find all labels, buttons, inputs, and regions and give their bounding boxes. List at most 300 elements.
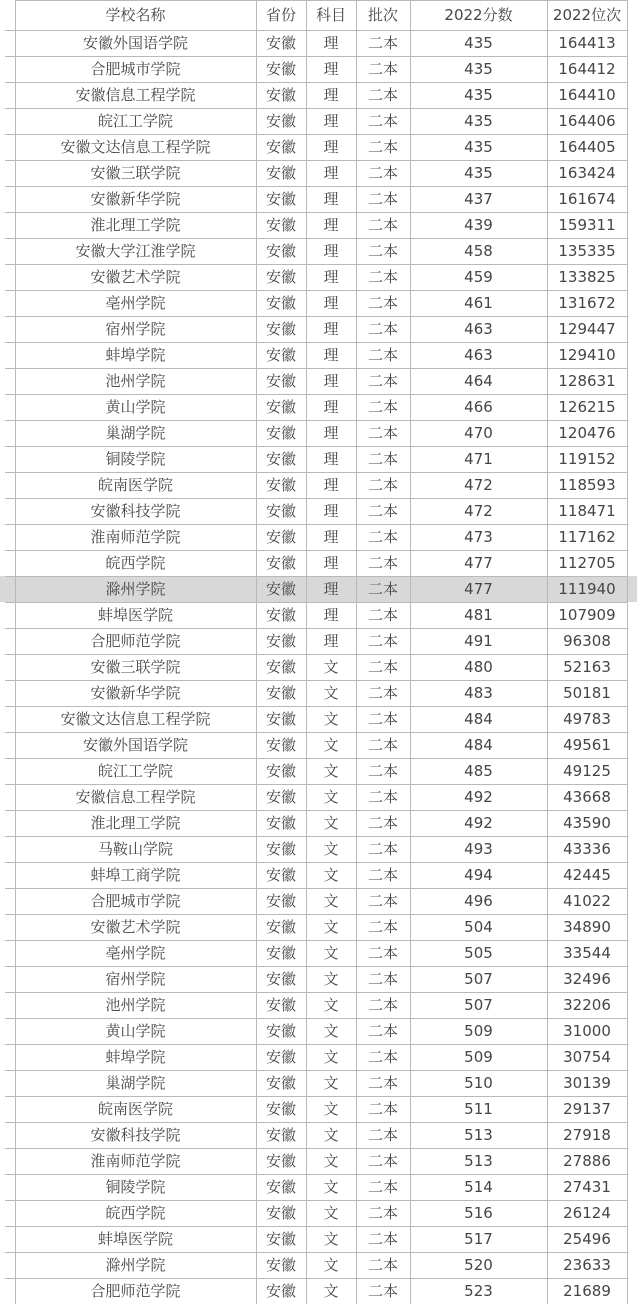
table-row[interactable] [5, 759, 627, 785]
cell-score-2022: 492 [410, 811, 547, 837]
cell-province: 安徽 [256, 681, 306, 707]
cell-score-2022: 470 [410, 421, 547, 447]
cell-batch: 二本 [356, 681, 410, 707]
cell-score-2022: 505 [410, 941, 547, 967]
table-row[interactable] [5, 551, 627, 577]
cell-score-2022: 504 [410, 915, 547, 941]
cell-batch: 二本 [356, 317, 410, 343]
cell-batch: 二本 [356, 499, 410, 525]
cell-batch: 二本 [356, 265, 410, 291]
cell-rank-2022: 119152 [547, 447, 627, 473]
cell-score-2022: 507 [410, 993, 547, 1019]
cell-province: 安徽 [256, 369, 306, 395]
cell-subject: 文 [306, 785, 356, 811]
cell-score-2022: 484 [410, 733, 547, 759]
ghost-cell [5, 889, 15, 915]
cell-subject: 文 [306, 889, 356, 915]
table-row[interactable] [5, 109, 627, 135]
cell-rank-2022: 131672 [547, 291, 627, 317]
cell-batch: 二本 [356, 1201, 410, 1227]
table-row[interactable] [5, 161, 627, 187]
cell-subject: 理 [306, 421, 356, 447]
ghost-cell [5, 1149, 15, 1175]
table-row[interactable] [5, 655, 627, 681]
table-row[interactable] [5, 915, 627, 941]
table-row[interactable] [5, 733, 627, 759]
cell-rank-2022: 118471 [547, 499, 627, 525]
cell-score-2022: 511 [410, 1097, 547, 1123]
cell-rank-2022: 164405 [547, 135, 627, 161]
table-row[interactable] [5, 1045, 627, 1071]
col-header-batch: 批次 [356, 1, 410, 31]
cell-rank-2022: 129410 [547, 343, 627, 369]
table-row[interactable] [5, 1071, 627, 1097]
table-row[interactable] [5, 499, 627, 525]
ghost-cell [5, 343, 15, 369]
cell-score-2022: 461 [410, 291, 547, 317]
cell-school-name: 安徽文达信息工程学院 [15, 135, 256, 161]
cell-batch: 二本 [356, 369, 410, 395]
table-row[interactable] [5, 369, 627, 395]
cell-school-name: 皖江工学院 [15, 109, 256, 135]
table-row[interactable] [5, 889, 627, 915]
ghost-cell [5, 577, 15, 603]
cell-batch: 二本 [356, 187, 410, 213]
cell-subject: 文 [306, 1253, 356, 1279]
ghost-cell [5, 1253, 15, 1279]
cell-subject: 理 [306, 31, 356, 57]
cell-province: 安徽 [256, 239, 306, 265]
cell-batch: 二本 [356, 525, 410, 551]
cell-province: 安徽 [256, 1045, 306, 1071]
cell-batch: 二本 [356, 759, 410, 785]
cell-score-2022: 435 [410, 31, 547, 57]
cell-rank-2022: 50181 [547, 681, 627, 707]
ghost-cell [5, 161, 15, 187]
ghost-cell [5, 395, 15, 421]
table-row[interactable] [5, 473, 627, 499]
cell-school-name: 安徽三联学院 [15, 655, 256, 681]
ghost-cell [5, 811, 15, 837]
table-row[interactable] [5, 1201, 627, 1227]
cell-subject: 理 [306, 577, 356, 603]
table-body [5, 31, 627, 1304]
cell-subject: 理 [306, 343, 356, 369]
col-header-province: 省份 [256, 1, 306, 31]
cell-school-name: 宿州学院 [15, 317, 256, 343]
cell-rank-2022: 30754 [547, 1045, 627, 1071]
table-row[interactable] [5, 785, 627, 811]
table-row[interactable] [5, 31, 627, 57]
cell-rank-2022: 32496 [547, 967, 627, 993]
cell-school-name: 安徽科技学院 [15, 1123, 256, 1149]
cell-batch: 二本 [356, 83, 410, 109]
table-row[interactable] [5, 135, 627, 161]
cell-rank-2022: 27886 [547, 1149, 627, 1175]
cell-school-name: 巢湖学院 [15, 421, 256, 447]
cell-subject: 文 [306, 1227, 356, 1253]
cell-rank-2022: 32206 [547, 993, 627, 1019]
cell-batch: 二本 [356, 213, 410, 239]
cell-rank-2022: 43668 [547, 785, 627, 811]
table-row[interactable] [5, 447, 627, 473]
cell-school-name: 皖西学院 [15, 551, 256, 577]
cell-rank-2022: 26124 [547, 1201, 627, 1227]
cell-school-name: 巢湖学院 [15, 1071, 256, 1097]
cell-subject: 理 [306, 551, 356, 577]
cell-province: 安徽 [256, 1071, 306, 1097]
cell-score-2022: 472 [410, 473, 547, 499]
cell-school-name: 滁州学院 [15, 577, 256, 603]
cell-school-name: 安徽信息工程学院 [15, 83, 256, 109]
cell-school-name: 合肥师范学院 [15, 629, 256, 655]
ghost-cell [5, 993, 15, 1019]
cell-subject: 理 [306, 187, 356, 213]
cell-subject: 理 [306, 57, 356, 83]
cell-province: 安徽 [256, 707, 306, 733]
cell-batch: 二本 [356, 447, 410, 473]
cell-rank-2022: 164410 [547, 83, 627, 109]
cell-score-2022: 484 [410, 707, 547, 733]
cell-province: 安徽 [256, 499, 306, 525]
cell-province: 安徽 [256, 135, 306, 161]
table-row[interactable] [5, 187, 627, 213]
cell-score-2022: 517 [410, 1227, 547, 1253]
table-row[interactable] [5, 525, 627, 551]
ghost-cell [5, 785, 15, 811]
cell-rank-2022: 118593 [547, 473, 627, 499]
cell-rank-2022: 117162 [547, 525, 627, 551]
cell-province: 安徽 [256, 603, 306, 629]
cell-batch: 二本 [356, 863, 410, 889]
ghost-cell [5, 681, 15, 707]
cell-subject: 文 [306, 967, 356, 993]
cell-batch: 二本 [356, 733, 410, 759]
table-row[interactable] [5, 317, 627, 343]
cell-subject: 文 [306, 1019, 356, 1045]
cell-province: 安徽 [256, 1201, 306, 1227]
table-row[interactable] [5, 1227, 627, 1253]
table-row[interactable] [5, 993, 627, 1019]
cell-province: 安徽 [256, 629, 306, 655]
ghost-cell [5, 707, 15, 733]
ghost-cell [5, 1279, 15, 1304]
table-row[interactable] [5, 1279, 627, 1304]
cell-rank-2022: 164413 [547, 31, 627, 57]
col-header-score-2022: 2022分数 [410, 1, 547, 31]
ghost-cell [5, 863, 15, 889]
cell-rank-2022: 27431 [547, 1175, 627, 1201]
cell-school-name: 安徽科技学院 [15, 499, 256, 525]
cell-school-name: 安徽大学江淮学院 [15, 239, 256, 265]
cell-rank-2022: 159311 [547, 213, 627, 239]
ghost-cell [5, 31, 15, 57]
cell-rank-2022: 96308 [547, 629, 627, 655]
cell-batch: 二本 [356, 57, 410, 83]
cell-rank-2022: 164412 [547, 57, 627, 83]
ghost-cell [5, 135, 15, 161]
ghost-cell [5, 239, 15, 265]
cell-province: 安徽 [256, 473, 306, 499]
ghost-cell [5, 213, 15, 239]
cell-school-name: 蚌埠医学院 [15, 1227, 256, 1253]
cell-subject: 文 [306, 733, 356, 759]
table-row[interactable] [5, 629, 627, 655]
cell-batch: 二本 [356, 161, 410, 187]
cell-rank-2022: 29137 [547, 1097, 627, 1123]
table-row[interactable] [5, 837, 627, 863]
cell-subject: 理 [306, 629, 356, 655]
cell-province: 安徽 [256, 915, 306, 941]
table-row[interactable] [5, 343, 627, 369]
table-row[interactable] [5, 395, 627, 421]
cell-subject: 文 [306, 1045, 356, 1071]
cell-rank-2022: 52163 [547, 655, 627, 681]
cell-subject: 理 [306, 109, 356, 135]
cell-batch: 二本 [356, 1175, 410, 1201]
cell-school-name: 黄山学院 [15, 1019, 256, 1045]
table-row[interactable] [5, 967, 627, 993]
cell-school-name: 淮北理工学院 [15, 811, 256, 837]
table-row[interactable] [5, 863, 627, 889]
table-row[interactable] [5, 681, 627, 707]
cell-rank-2022: 107909 [547, 603, 627, 629]
header-row [5, 1, 627, 31]
cell-rank-2022: 163424 [547, 161, 627, 187]
cell-school-name: 安徽三联学院 [15, 161, 256, 187]
ghost-cell [5, 915, 15, 941]
cell-school-name: 皖西学院 [15, 1201, 256, 1227]
cell-school-name: 安徽外国语学院 [15, 733, 256, 759]
cell-batch: 二本 [356, 837, 410, 863]
table-row[interactable] [5, 603, 627, 629]
cell-rank-2022: 120476 [547, 421, 627, 447]
cell-score-2022: 492 [410, 785, 547, 811]
table-row[interactable] [5, 213, 627, 239]
cell-score-2022: 439 [410, 213, 547, 239]
cell-province: 安徽 [256, 655, 306, 681]
ghost-cell [5, 525, 15, 551]
ghost-cell [5, 1227, 15, 1253]
cell-subject: 理 [306, 447, 356, 473]
cell-subject: 理 [306, 83, 356, 109]
ghost-cell [5, 317, 15, 343]
cell-school-name: 池州学院 [15, 369, 256, 395]
table-row[interactable] [5, 1175, 627, 1201]
cell-province: 安徽 [256, 343, 306, 369]
cell-rank-2022: 133825 [547, 265, 627, 291]
cell-rank-2022: 128631 [547, 369, 627, 395]
table-row[interactable] [5, 941, 627, 967]
cell-score-2022: 481 [410, 603, 547, 629]
cell-province: 安徽 [256, 1149, 306, 1175]
cell-batch: 二本 [356, 1071, 410, 1097]
cell-province: 安徽 [256, 1097, 306, 1123]
cell-province: 安徽 [256, 863, 306, 889]
cell-rank-2022: 25496 [547, 1227, 627, 1253]
scores-table [5, 0, 628, 1304]
cell-batch: 二本 [356, 785, 410, 811]
cell-rank-2022: 49125 [547, 759, 627, 785]
table-row[interactable] [5, 1019, 627, 1045]
cell-school-name: 安徽艺术学院 [15, 915, 256, 941]
cell-score-2022: 471 [410, 447, 547, 473]
cell-province: 安徽 [256, 265, 306, 291]
cell-score-2022: 435 [410, 135, 547, 161]
cell-subject: 文 [306, 1097, 356, 1123]
cell-school-name: 合肥师范学院 [15, 1279, 256, 1304]
cell-province: 安徽 [256, 525, 306, 551]
cell-score-2022: 463 [410, 317, 547, 343]
cell-school-name: 安徽艺术学院 [15, 265, 256, 291]
table-row[interactable] [5, 1123, 627, 1149]
cell-rank-2022: 34890 [547, 915, 627, 941]
cell-rank-2022: 111940 [547, 577, 627, 603]
cell-batch: 二本 [356, 941, 410, 967]
cell-score-2022: 513 [410, 1149, 547, 1175]
cell-subject: 文 [306, 1201, 356, 1227]
ghost-column-header [5, 1, 15, 31]
cell-subject: 文 [306, 941, 356, 967]
cell-score-2022: 463 [410, 343, 547, 369]
cell-batch: 二本 [356, 629, 410, 655]
cell-batch: 二本 [356, 707, 410, 733]
cell-school-name: 合肥城市学院 [15, 57, 256, 83]
ghost-cell [5, 473, 15, 499]
cell-province: 安徽 [256, 1123, 306, 1149]
cell-province: 安徽 [256, 811, 306, 837]
cell-province: 安徽 [256, 213, 306, 239]
cell-batch: 二本 [356, 343, 410, 369]
table-row[interactable] [5, 707, 627, 733]
cell-rank-2022: 27918 [547, 1123, 627, 1149]
cell-score-2022: 466 [410, 395, 547, 421]
cell-subject: 文 [306, 681, 356, 707]
cell-batch: 二本 [356, 993, 410, 1019]
cell-subject: 理 [306, 291, 356, 317]
cell-score-2022: 520 [410, 1253, 547, 1279]
cell-province: 安徽 [256, 759, 306, 785]
cell-province: 安徽 [256, 889, 306, 915]
cell-school-name: 淮南师范学院 [15, 525, 256, 551]
cell-score-2022: 477 [410, 577, 547, 603]
cell-batch: 二本 [356, 967, 410, 993]
cell-subject: 理 [306, 265, 356, 291]
ghost-cell [5, 109, 15, 135]
table-row[interactable] [5, 421, 627, 447]
cell-score-2022: 509 [410, 1019, 547, 1045]
ghost-cell [5, 187, 15, 213]
cell-batch: 二本 [356, 135, 410, 161]
ghost-cell [5, 447, 15, 473]
cell-province: 安徽 [256, 733, 306, 759]
cell-subject: 理 [306, 369, 356, 395]
cell-score-2022: 437 [410, 187, 547, 213]
cell-score-2022: 472 [410, 499, 547, 525]
table-row[interactable] [5, 1149, 627, 1175]
table-row[interactable] [5, 239, 627, 265]
cell-school-name: 安徽新华学院 [15, 187, 256, 213]
cell-batch: 二本 [356, 1019, 410, 1045]
cell-batch: 二本 [356, 655, 410, 681]
cell-province: 安徽 [256, 187, 306, 213]
cell-school-name: 皖江工学院 [15, 759, 256, 785]
cell-batch: 二本 [356, 551, 410, 577]
cell-school-name: 淮北理工学院 [15, 213, 256, 239]
cell-school-name: 宿州学院 [15, 967, 256, 993]
cell-subject: 文 [306, 811, 356, 837]
table-row[interactable] [5, 1097, 627, 1123]
cell-school-name: 池州学院 [15, 993, 256, 1019]
col-header-rank-2022: 2022位次 [547, 1, 627, 31]
cell-rank-2022: 33544 [547, 941, 627, 967]
table-row[interactable] [5, 265, 627, 291]
cell-rank-2022: 161674 [547, 187, 627, 213]
ghost-cell [5, 837, 15, 863]
cell-subject: 理 [306, 525, 356, 551]
cell-province: 安徽 [256, 1019, 306, 1045]
col-header-school-name: 学校名称 [15, 1, 256, 31]
ghost-cell [5, 1201, 15, 1227]
ghost-cell [5, 1123, 15, 1149]
ghost-cell [5, 1071, 15, 1097]
cell-subject: 理 [306, 499, 356, 525]
cell-score-2022: 458 [410, 239, 547, 265]
cell-subject: 理 [306, 395, 356, 421]
cell-school-name: 安徽新华学院 [15, 681, 256, 707]
ghost-cell [5, 421, 15, 447]
cell-batch: 二本 [356, 1123, 410, 1149]
cell-province: 安徽 [256, 1227, 306, 1253]
cell-rank-2022: 129447 [547, 317, 627, 343]
cell-province: 安徽 [256, 967, 306, 993]
table-row[interactable] [5, 1253, 627, 1279]
ghost-cell [5, 1019, 15, 1045]
ghost-cell [5, 759, 15, 785]
table-row[interactable] [5, 83, 627, 109]
cell-school-name: 铜陵学院 [15, 447, 256, 473]
cell-batch: 二本 [356, 421, 410, 447]
ghost-cell [5, 1045, 15, 1071]
cell-school-name: 安徽外国语学院 [15, 31, 256, 57]
cell-school-name: 滁州学院 [15, 1253, 256, 1279]
cell-province: 安徽 [256, 447, 306, 473]
cell-school-name: 淮南师范学院 [15, 1149, 256, 1175]
ghost-cell [5, 551, 15, 577]
cell-province: 安徽 [256, 1175, 306, 1201]
ghost-cell [5, 57, 15, 83]
table-row[interactable] [5, 577, 627, 603]
cell-subject: 理 [306, 213, 356, 239]
cell-province: 安徽 [256, 1279, 306, 1304]
cell-score-2022: 435 [410, 109, 547, 135]
cell-score-2022: 435 [410, 83, 547, 109]
cell-province: 安徽 [256, 421, 306, 447]
cell-rank-2022: 49561 [547, 733, 627, 759]
cell-province: 安徽 [256, 837, 306, 863]
table-row[interactable] [5, 811, 627, 837]
table-row[interactable] [5, 291, 627, 317]
cell-score-2022: 480 [410, 655, 547, 681]
cell-rank-2022: 42445 [547, 863, 627, 889]
table-row[interactable] [5, 57, 627, 83]
cell-batch: 二本 [356, 291, 410, 317]
cell-batch: 二本 [356, 1097, 410, 1123]
cell-subject: 理 [306, 317, 356, 343]
cell-score-2022: 485 [410, 759, 547, 785]
cell-province: 安徽 [256, 317, 306, 343]
cell-school-name: 安徽文达信息工程学院 [15, 707, 256, 733]
